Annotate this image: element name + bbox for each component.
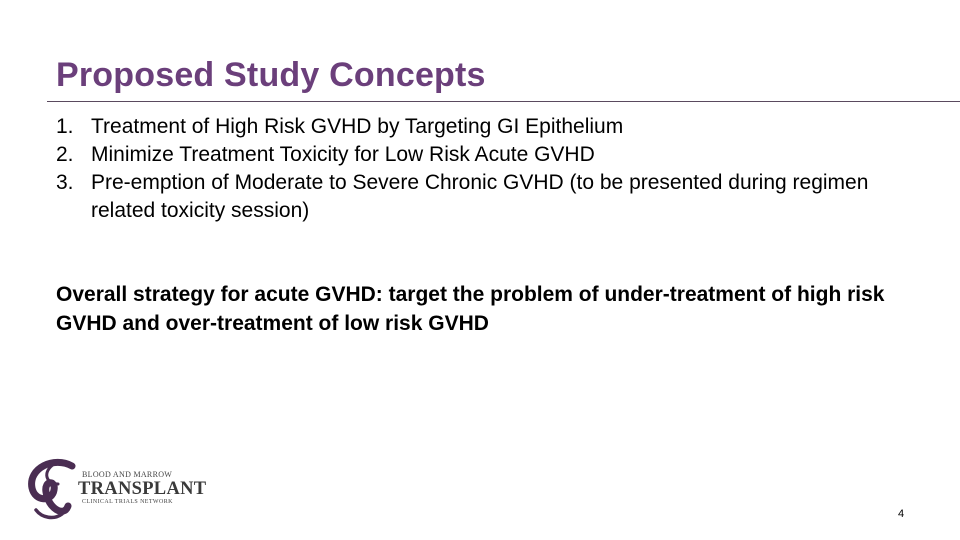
logo-line-top: BLOOD AND MARROW bbox=[82, 470, 173, 479]
list-item-text: Minimize Treatment Toxicity for Low Risk Acute GVHD bbox=[91, 143, 595, 166]
list-number: 3. bbox=[56, 171, 74, 194]
list-item bbox=[56, 169, 916, 225]
list-item bbox=[56, 113, 916, 141]
logo-line-main: TRANSPLANT bbox=[78, 479, 207, 499]
bmt-ctn-logo bbox=[24, 458, 207, 522]
list-number: 1. bbox=[56, 115, 74, 138]
list-item-text: Pre-emption of Moderate to Severe Chronic GVHD (to be presented during regimen related toxicity session) bbox=[91, 171, 869, 222]
slide-title: Proposed Study Concepts bbox=[56, 56, 486, 94]
page-number: 4 bbox=[898, 508, 905, 520]
overall-strategy-text: Overall strategy for acute GVHD: target the problem of under-treatment of high risk GVHD and over-treatment of low risk GVHD bbox=[56, 283, 885, 335]
title-divider bbox=[47, 101, 960, 102]
swirl-logo-icon bbox=[24, 458, 84, 522]
list-item bbox=[56, 141, 916, 169]
logo-line-bottom: CLINICAL TRIALS NETWORK bbox=[82, 499, 173, 505]
list-number: 2. bbox=[56, 143, 74, 166]
list-item-text: Treatment of High Risk GVHD by Targeting GI Epithelium bbox=[91, 115, 624, 138]
concept-list bbox=[56, 113, 916, 225]
